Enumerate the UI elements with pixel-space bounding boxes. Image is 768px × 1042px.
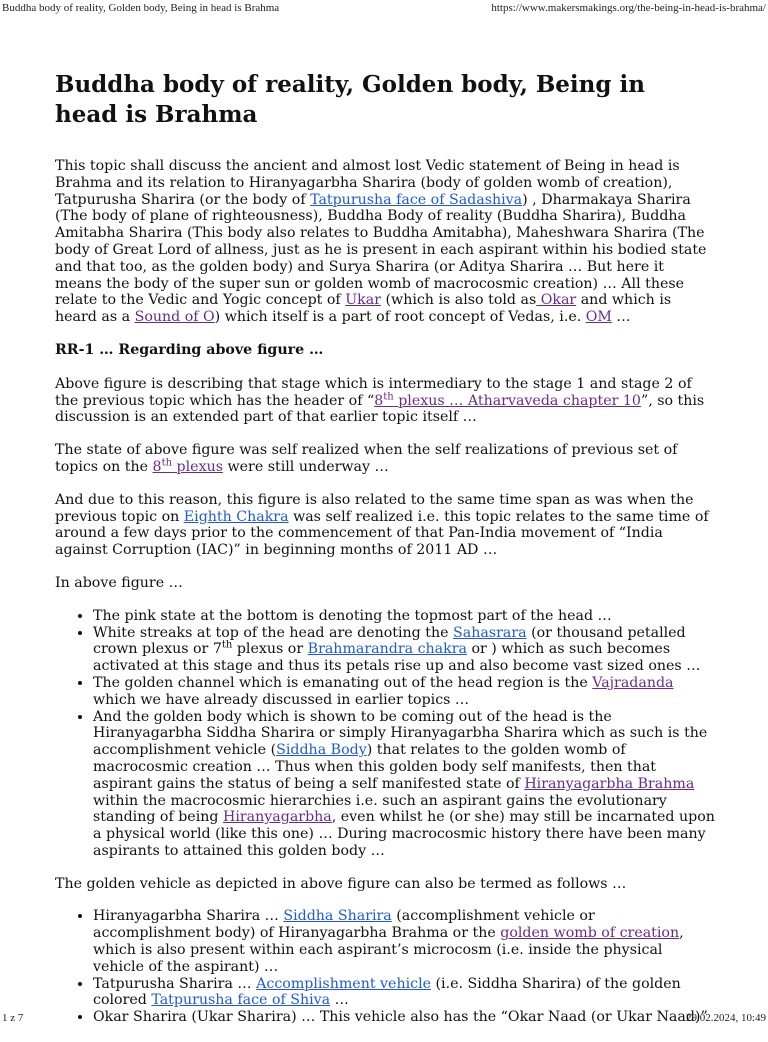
text: (which is also told as — [381, 292, 537, 309]
text: (accomplishment vehicle or accomplishment body) of Hiranyagarbha Brahma or the — [93, 908, 595, 942]
list-item: • Okar Sharira (Ukar Sharira) … This vehicle also has the “Okar Naad (or Ukar Naad)” — [93, 1009, 715, 1026]
link-tatpurusha-face-of-shiva[interactable]: Tatpurusha face of Shiva — [151, 992, 331, 1009]
text: ) which itself is a part of root concept of Vedas, i.e. — [214, 309, 586, 326]
article — [55, 70, 715, 1042]
text: or ) which as such becomes activated at this stage and thus its petals rise up and also become vast sized ones … — [93, 641, 701, 675]
text: The state of above figure was self realized when the self realizations of previous set of topics on the — [55, 442, 678, 475]
link-sahasrara[interactable]: Sahasrara — [453, 624, 527, 641]
link-sound-of-o[interactable]: Sound of O — [134, 309, 215, 326]
print-datetime: 29.02.2024, 10:49 — [685, 1012, 766, 1024]
figure-list — [55, 608, 715, 860]
superscript: th — [161, 457, 173, 469]
reason-paragraph — [55, 492, 715, 559]
section-subheading: RR-1 … Regarding above figure … — [55, 341, 324, 358]
text: ”, so this discussion is an extended part of that earlier topic itself … — [55, 392, 705, 426]
link-golden-womb-of-creation[interactable]: golden womb of creation — [500, 925, 680, 942]
text: plexus … Atharvaveda chapter 10 — [393, 392, 641, 409]
text: (or thousand petalled crown plexus or 7 — [93, 624, 686, 658]
link-brahmarandra-chakra[interactable]: Brahmarandra chakra — [307, 641, 467, 658]
text: … — [611, 309, 631, 326]
link-om[interactable]: OM — [585, 309, 612, 326]
text: plexus — [172, 458, 223, 475]
text: 8 — [152, 458, 162, 475]
text: Hiranyagarbha Sharira … — [93, 908, 284, 925]
text: ) , Dharmakaya Sharira (The body of plane of righteousness), Buddha Body of reality (Buddha Sharira), Buddha Amitabha Sharira (This body also relates to Buddha Amitabha), Maheshwara Sharira (The body of Great Lord of allness, just as he is present in each aspirant within his bodied state and that too, as the golden body) and Surya Sharira (or Aditya Sharira … But here it means the body of the super sun or golden womb of macrocosmic creation) … All these relate to the Vedic and Yogic concept of — [55, 191, 707, 309]
list-item — [93, 625, 715, 675]
text: , even whilst he (or she) may still be incarnated upon a physical world (like this one) … During macrocosmic history there have been many aspirants to attained this golden body … — [93, 809, 715, 859]
text: ) that relates to the golden womb of macrocosmic creation … Thus when this golden body self manifests, then that aspirant gains the status of being a self manifested state of — [93, 742, 657, 792]
text: This topic shall discuss the ancient and almost lost Vedic statement of Being in head is Brahma and its relation to Hiranyagarbha Sharira (body of golden womb of creation), Tatpurusha Sharira (or the body of — [55, 158, 680, 208]
page-number: 1 z 7 — [2, 1012, 24, 1024]
text: Above figure is describing that stage which is intermediary to the stage 1 and stage 2 of the previous topic which has the header of “ — [55, 375, 692, 409]
vehicle-list — [55, 908, 715, 1026]
article-title: Buddha body of reality, Golden body, Being in head is Brahma — [55, 71, 645, 128]
superscript: th — [221, 639, 233, 651]
text: And the golden body which is shown to be coming out of the head is the Hiranyagarbha Siddha Sharira or simply Hiranyagarbha Sharira which as such is the accomplishment vehicle ( — [93, 708, 708, 759]
link-accomplishment-vehicle[interactable]: Accomplishment vehicle — [256, 975, 432, 992]
link-okar[interactable]: Okar — [536, 292, 577, 309]
text: was self realized i.e. this topic relates to the same time of around a few days prior to the commencement of that Pan-India movement of “India against Corruption (IAC)” in beginning months of 2011 AD … — [55, 508, 709, 559]
print-header — [0, 0, 768, 16]
list-item: • The pink state at the bottom is denoting the topmost part of the head … — [93, 608, 715, 625]
list-item — [93, 675, 715, 709]
text: , which is also present within each aspirant’s microcosm (i.e. inside the physical vehicle of the aspirant) … — [93, 925, 684, 975]
text: … — [330, 992, 349, 1009]
text: within the macrocosmic hierarchies i.e. such an aspirant gains the evolutionary standing of being — [93, 792, 667, 826]
text: which we have already discussed in earlier topics … — [93, 691, 470, 708]
link-siddha-sharira[interactable]: Siddha Sharira — [283, 908, 392, 925]
link-hiranyagarbha[interactable]: Hiranyagarbha — [222, 809, 332, 826]
in-figure-paragraph: In above figure … — [55, 574, 183, 591]
list-item — [93, 908, 715, 975]
print-header-url: https://www.makersmakings.org/the-being-in-head-is-brahma/ — [491, 2, 766, 14]
list-item — [93, 976, 715, 1010]
text: White streaks at top of the head are denoting the — [93, 624, 454, 641]
link-ukar[interactable]: Ukar — [345, 292, 381, 309]
print-header-title: Buddha body of reality, Golden body, Being in head is Brahma — [2, 2, 280, 14]
link-tatpurusha-face-of-sadashiva[interactable]: Tatpurusha face of Sadashiva — [310, 191, 523, 208]
link-hiranyagarbha-brahma[interactable]: Hiranyagarbha Brahma — [524, 775, 695, 792]
figure-paragraph — [55, 376, 715, 426]
link-eighth-chakra[interactable]: Eighth Chakra — [183, 508, 289, 525]
golden-vehicle-paragraph: The golden vehicle as depicted in above figure can also be termed as follows … — [55, 875, 627, 892]
intro-paragraph — [55, 158, 715, 326]
state-paragraph — [55, 442, 715, 476]
text: And due to this reason, this figure is also related to the same time span as was when the previous topic on — [55, 491, 694, 525]
text: (i.e. Siddha Sharira) of the golden colored — [93, 975, 681, 1009]
text: Tatpurusha Sharira … — [93, 975, 257, 992]
text: The golden channel which is emanating out of the head region is the — [93, 674, 593, 691]
link-vajradanda[interactable]: Vajradanda — [592, 674, 674, 691]
superscript: th — [383, 390, 394, 402]
link-8th-plexus-atharvaveda[interactable] — [374, 390, 641, 409]
text: 8 — [374, 392, 384, 409]
text: were still underway … — [223, 458, 389, 475]
text: and which is heard as a — [55, 292, 672, 326]
link-8th-plexus[interactable] — [153, 459, 223, 475]
link-siddha-body[interactable]: Siddha Body — [276, 742, 367, 759]
list-item — [93, 709, 715, 860]
text: plexus or — [232, 641, 308, 658]
